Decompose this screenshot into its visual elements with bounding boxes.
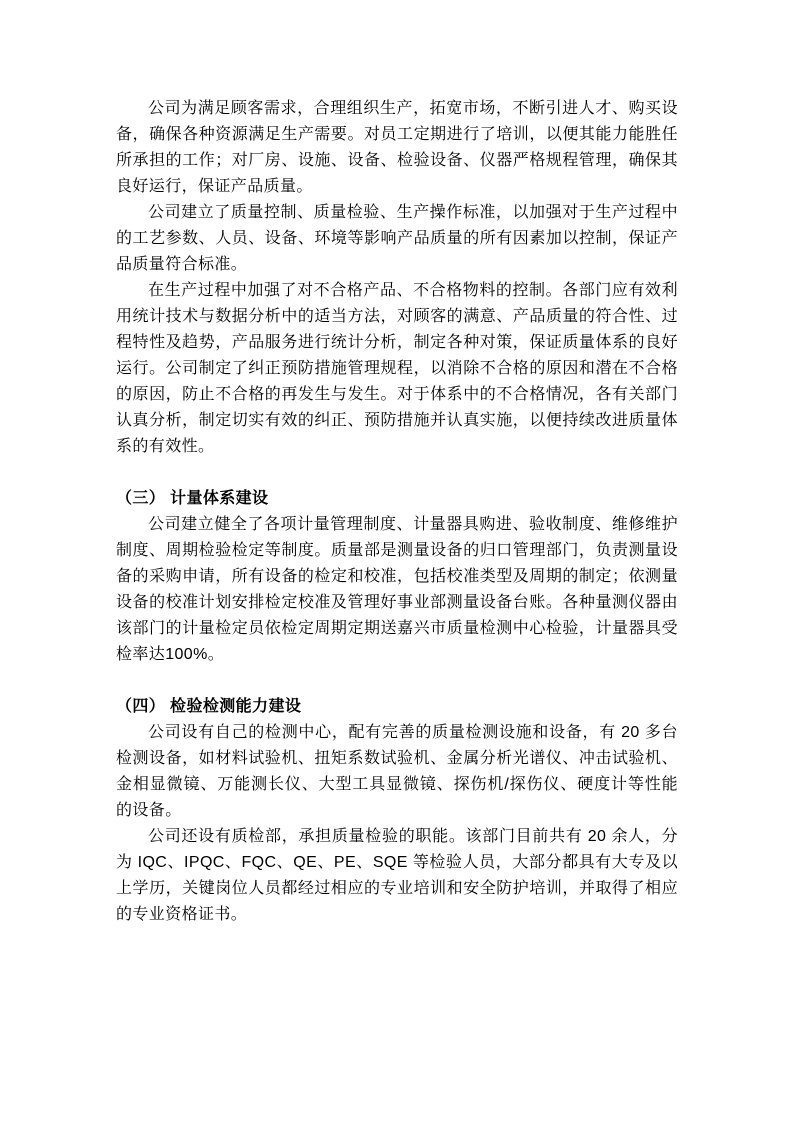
paragraph: 公司设有自己的检测中心，配有完善的质量检测设施和设备，有 20 多台检测设备，如材料试验机、扭矩系数试验机、金属分析光谱仪、冲击试验机、金相显微镜、万能测长仪、大型工具显微镜、探伤机/探伤仪、硬度计等性能的设备。 bbox=[116, 724, 678, 819]
paragraph: 公司建立了质量控制、质量检验、生产操作标准，以加强对于生产过程中的工艺参数、人员、设备、环境等影响产品质量的所有因素加以控制，保证产品质量符合标准。 bbox=[116, 204, 678, 273]
section-heading: （四） 检验检测能力建设 bbox=[116, 698, 302, 715]
paragraph: 公司还设有质检部，承担质量检验的职能。该部门目前共有 20 余人，分为 IQC、IPQC、FQC、QE、PE、SQE 等检验人员，大部分都具有大专及以上学历，关键岗位人员都经过相应的专业培训和安全防护培训，并取得了相应的专业资格证书。 bbox=[116, 828, 678, 923]
paragraph: 公司为满足顾客需求，合理组织生产，拓宽市场，不断引进人才、购买设备，确保各种资源满足生产需要。对员工定期进行了培训，以便其能力能胜任所承担的工作；对厂房、设施、设备、检验设备、仪器严格规程管理，确保其良好运行，保证产品质量。 bbox=[116, 100, 678, 195]
paragraph: 在生产过程中加强了对不合格产品、不合格物料的控制。各部门应有效利用统计技术与数据分析中的适当方法，对顾客的满意、产品质量的符合性、过程特性及趋势，产品服务进行统计分析，制定各种对策，保证质量体系的良好运行。公司制定了纠正预防措施管理规程，以消除不合格的原因和潜在不合格的原因，防止不合格的再发生与发生。对于体系中的不合格情况，各有关部门认真分析，制定切实有效的纠正、预防措施并认真实施，以便持续改进质量体系的有效性。 bbox=[116, 282, 678, 455]
section-heading: （三） 计量体系建设 bbox=[116, 490, 269, 507]
paragraph: 公司建立健全了各项计量管理制度、计量器具购进、验收制度、维修维护制度、周期检验检定等制度。质量部是测量设备的归口管理部门，负责测量设备的采购申请，所有设备的检定和校准，包括校准类型及周期的制定；依测量设备的校准计划安排检定校准及管理好事业部测量设备台账。各种量测仪器由该部门的计量检定员依检定周期定期送嘉兴市质量检测中心检验，计量器具受检率达100%。 bbox=[116, 516, 678, 663]
